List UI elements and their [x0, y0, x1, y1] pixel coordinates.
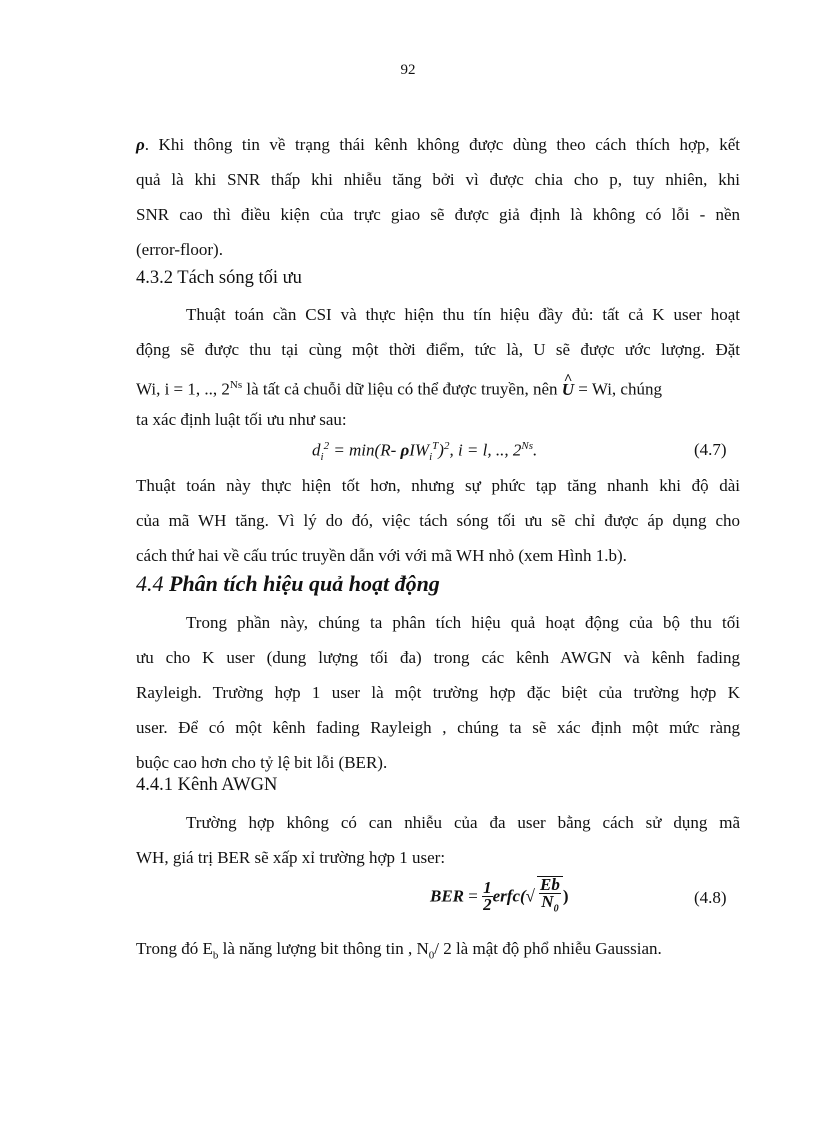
para6-line1: Trong đó $E_b$ là năng lượng bit thông tin , $N_0/$ 2 là mật độ phổ nhiễu Gaussian.	[136, 939, 662, 962]
para4-line3: Rayleigh. Trường hợp 1 user là một trường hợp đặc biệt của trường hợp K	[136, 683, 740, 702]
subheading-4-3-2: 4.3.2 Tách sóng tối ưu	[136, 268, 302, 288]
para3-line3: cách thứ hai về cấu trúc truyền dẫn với với mã WH nhỏ (xem Hình 1.b).	[136, 546, 627, 565]
page-number: 92	[400, 62, 416, 78]
para4-line5: buộc cao hơn cho tỷ lệ bit lỗi (BER).	[136, 753, 388, 772]
para4-line2: ưu cho K user (dung lượng tối đa) trong các kênh AWGN và kênh fading	[136, 648, 740, 667]
para4-line4: user. Để có một kênh fading Rayleigh , chúng ta sẽ xác định một mức ràng	[136, 718, 740, 737]
para5-line2: WH, giá trị BER sẽ xấp xỉ trường hợp 1 user:	[136, 848, 446, 867]
para3-line2: của mã WH tăng. Vì lý do đó, việc tách sóng tối ưu sẽ chỉ được áp dụng cho	[136, 511, 740, 530]
section-4-4-heading: 4.4 Phân tích hiệu quả hoạt động	[136, 571, 440, 596]
rho-symbol: ρ	[136, 135, 145, 154]
u-hat-symbol: ^ U	[562, 379, 574, 401]
para1-line3: SNR cao thì điều kiện của trực giao sẽ được giả định là không có lỗi - nền	[136, 205, 740, 224]
para2-line1: Thuật toán cần CSI và thực hiện thu tín hiệu đầy đủ: tất cả K user hoạt	[186, 305, 740, 324]
para4-line1: Trong phần này, chúng ta phân tích hiệu quả hoạt động của bộ thu tối	[186, 613, 740, 632]
equation-4-8-number: (4.8)	[694, 888, 727, 907]
para1-line4: (error-floor).	[136, 240, 223, 259]
para2-line3: Wi, i = 1, .., $2^{Ns}$ là tất cả chuỗi dữ liệu có thể được truyền, nên ^ U = Wi, chúng	[136, 374, 740, 401]
para5-line1: Trường hợp không có can nhiễu của đa user bằng cách sử dụng mã	[186, 813, 740, 832]
para3-line1: Thuật toán này thực hiện tốt hơn, nhưng sự phức tạp tăng nhanh khi độ dài	[136, 476, 740, 495]
equation-4-7: $d_i^2 = \min(R-$ ρIW$_i^T$)$^2$, i = l, .., $2^{Ns}$.	[312, 440, 538, 464]
para1-line2: quả là khi SNR thấp khi nhiễu tăng bởi vì được chia cho p, tuy nhiên, khi	[136, 170, 740, 189]
para2-line4: ta xác định luật tối ưu như sau:	[136, 410, 347, 429]
equation-4-8: BER = $\frac{1}{2}$ erfc(√ $\frac{Eb}{N_0}$ )	[430, 876, 569, 917]
para2-line2: động sẽ được thu tại cùng một thời điểm, tức là, U sẽ được ước lượng. Đặt	[136, 340, 740, 359]
subheading-4-4-1: 4.4.1 Kênh AWGN	[136, 775, 278, 795]
para1-line1: ρ. Khi thông tin về trạng thái kênh không được dùng theo cách thích hợp, kết	[136, 135, 740, 154]
equation-4-7-number: (4.7)	[694, 440, 727, 459]
